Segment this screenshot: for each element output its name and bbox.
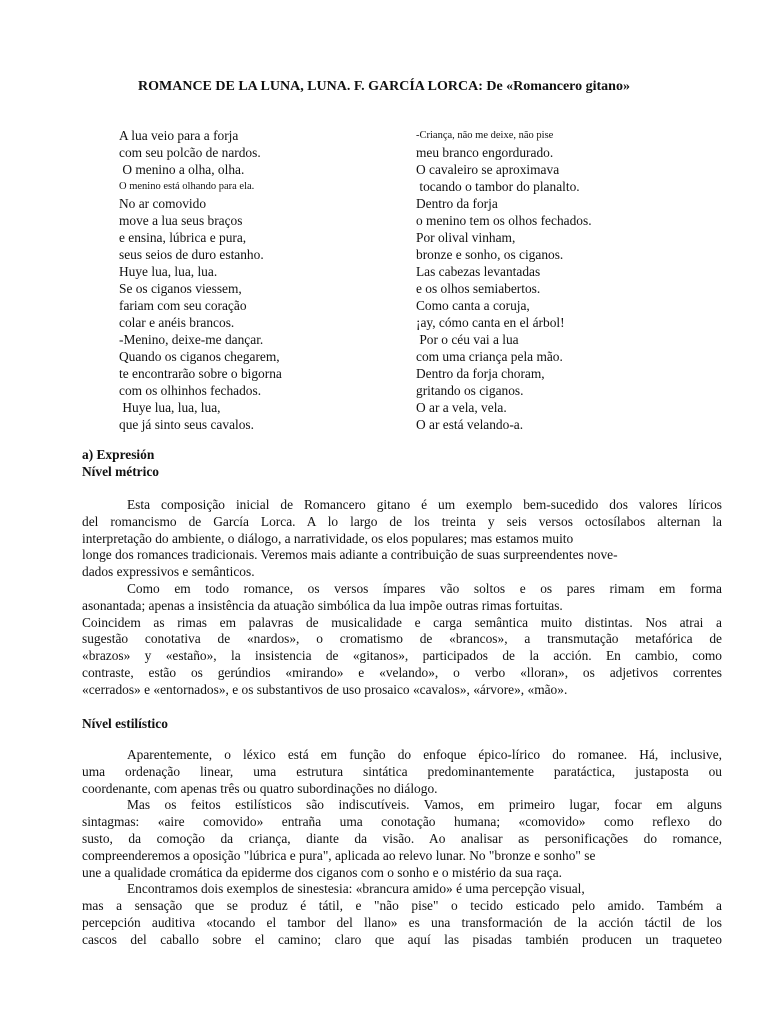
poem-left-verse: te encontrarão sobre o bigorna bbox=[119, 366, 282, 381]
poem-left-verse: A lua veio para a forja bbox=[119, 128, 239, 143]
paragraph-line: «brazos» y «estaño», la insistencia de «gitanos», participados de la acción. En cambio, como bbox=[82, 648, 722, 664]
poem-right-verse: tocando o tambor do planalto. bbox=[416, 179, 580, 194]
paragraph-line: interpretação do ambiente, o diálogo, a narratividade, os elos populares; mas estamos muito bbox=[82, 530, 574, 546]
paragraph-line: compreenderemos a oposição "lúbrica e pura", aplicada ao relevo lunar. No "bronze e sonho" se bbox=[82, 847, 596, 863]
paragraph-line: Mas os feitos estilísticos são indiscutíveis. Vamos, em primeiro lugar, focar em alguns bbox=[127, 797, 722, 813]
paragraph-line: sintagmas: «aire comovido» entraña uma conotação humana; «comovido» como reflexo do bbox=[82, 814, 722, 830]
paragraph bbox=[82, 881, 722, 948]
poem-left-verse: seus seios de duro estanho. bbox=[119, 247, 264, 262]
poem-right-verse: Como canta a coruja, bbox=[416, 298, 530, 313]
paragraph-line: asonantada; apenas a insistência da atuação simbólica da lua impõe outras rimas fortuitas. bbox=[82, 597, 563, 613]
subsection-heading-estilistico: Nível estilístico bbox=[82, 716, 168, 731]
poem-left-verse: que já sinto seus cavalos. bbox=[119, 417, 254, 432]
poem-right-verse: meu branco engordurado. bbox=[416, 145, 554, 160]
poem-left-verse: No ar comovido bbox=[119, 196, 207, 211]
poem-right-verse: Las cabezas levantadas bbox=[416, 264, 541, 279]
paragraph-line: uma ordenação linear, uma estrutura sintática predominantemente paratáctica, justaposta ou bbox=[82, 763, 722, 779]
paragraph bbox=[82, 581, 722, 699]
paragraph-line: coordenante, com apenas três ou quatro subordinações no diálogo. bbox=[82, 780, 438, 796]
poem-left-verse: Se os ciganos viessem, bbox=[119, 281, 242, 296]
poem-left-verse: Quando os ciganos chegarem, bbox=[119, 349, 280, 364]
paragraph-line: Aparentemente, o léxico está em função do enfoque épico-lírico do romanee. Há, inclusive, bbox=[127, 747, 722, 762]
section-a-block bbox=[82, 446, 722, 480]
paragraph-line: longe dos romances tradicionais. Veremos mais adiante a contribuição de suas surpreendentes nove- bbox=[82, 547, 618, 563]
paragraph-line: susto, da comoção da criança, diante da visão. Ao analisar as personificações do romance, bbox=[82, 830, 722, 846]
paragraph-line: contraste, estão os gerúndios «mirando» e «velando», o verbo «lloran», os adjetivos correntes bbox=[82, 664, 722, 680]
poem-left-verse: O menino está olhando para ela. bbox=[119, 181, 255, 192]
paragraph bbox=[82, 747, 722, 797]
poem-left-verse: move a lua seus braços bbox=[119, 213, 243, 228]
poem-left-verse: Huye lua, lua, lua. bbox=[119, 264, 218, 279]
paragraph-line: Encontramos dois exemplos de sinestesia: «brancura amido» é uma percepção visual, bbox=[127, 881, 585, 897]
subsection-heading-block bbox=[82, 715, 722, 732]
poem-left-verse: e ensina, lúbrica e pura, bbox=[119, 230, 247, 245]
poem-left-verse: O menino a olha, olha. bbox=[119, 162, 245, 177]
poem-right-verse: Dentro da forja choram, bbox=[416, 366, 545, 381]
paragraph-line: Como em todo romance, os versos ímpares vão soltos e os pares rimam em forma bbox=[127, 580, 722, 596]
poem-right-verse: com uma criança pela mão. bbox=[416, 349, 563, 364]
paragraph-line: une a qualidade cromática da epiderme dos ciganos com o sonho e o mistério da sua raça. bbox=[82, 864, 563, 880]
paragraph-line: Esta composição inicial de Romancero gitano é um exemplo bem-sucedido dos valores líricos bbox=[127, 497, 722, 512]
document-title: ROMANCE DE LA LUNA, LUNA. F. GARCÍA LORCA: De «Romancero gitano» bbox=[138, 79, 630, 94]
subsection-heading-metrico: Nível métrico bbox=[82, 464, 159, 479]
paragraph-line: del romancismo de García Lorca. A lo largo de los treinta y seis versos octosílabos alternan la bbox=[82, 513, 722, 529]
poem-left-verse: Huye lua, lua, lua, bbox=[119, 400, 221, 415]
poem-right-verse: Por olival vinham, bbox=[416, 230, 516, 245]
poem-right-verse: O ar está velando-a. bbox=[416, 417, 524, 432]
paragraph-line: cascos del caballo sobre el camino; claro que aquí las pisadas también producen un traqueteo bbox=[82, 931, 722, 947]
poem-right-verse: O ar a vela, vela. bbox=[416, 400, 507, 415]
poem-right-verse: Por o céu vai a lua bbox=[416, 332, 519, 347]
paragraph-line: Coincidem as rimas em palavras de musicalidade e carga semântica muito distintas. Nos atrai a bbox=[82, 614, 722, 630]
poem-left-verse: com os olhinhos fechados. bbox=[119, 383, 262, 398]
metrico-body bbox=[82, 497, 722, 699]
paragraph-line: «cerrados» e «entornados», e os substantivos de uso prosaico «cavalos», «árvore», «mão». bbox=[82, 681, 568, 697]
poem-right-verse: -Criança, não me deixe, não pise bbox=[416, 130, 554, 141]
paragraph-line: mas a sensação que se produz é tátil, e "não pise" o tecido esticado pelo amido. Também a bbox=[82, 898, 722, 914]
section-heading-expresion: a) Expresión bbox=[82, 447, 155, 462]
paragraph bbox=[82, 797, 722, 881]
poem-left-verse: colar e anéis brancos. bbox=[119, 315, 235, 330]
poem-left-column bbox=[119, 127, 409, 433]
poem-right-verse: bronze e sonho, os ciganos. bbox=[416, 247, 564, 262]
poem-right-verse: ¡ay, cómo canta en el árbol! bbox=[416, 315, 565, 330]
poem-left-verse: fariam com seu coração bbox=[119, 298, 247, 313]
poem-right-column bbox=[416, 127, 716, 433]
poem-right-verse: e os olhos semiabertos. bbox=[416, 281, 541, 296]
estilistico-body bbox=[82, 747, 722, 949]
poem-right-verse: Dentro da forja bbox=[416, 196, 498, 211]
paragraph-line: sugestão conotativa de «nardos», o cromatismo de «brancos», a transmutação metafórica de bbox=[82, 631, 722, 647]
paragraph bbox=[82, 497, 722, 581]
paragraph-line: dados expressivos e semânticos. bbox=[82, 564, 255, 580]
poem-right-verse: O cavaleiro se aproximava bbox=[416, 162, 560, 177]
poem-left-verse: com seu polcão de nardos. bbox=[119, 145, 261, 160]
poem-left-verse: -Menino, deixe-me dançar. bbox=[119, 332, 264, 347]
poem-right-verse: o menino tem os olhos fechados. bbox=[416, 213, 592, 228]
paragraph-line: percepción auditiva «tocando el tambor del llano» es una transformación de la acción táctil de los bbox=[82, 914, 722, 930]
poem-right-verse: gritando os ciganos. bbox=[416, 383, 524, 398]
